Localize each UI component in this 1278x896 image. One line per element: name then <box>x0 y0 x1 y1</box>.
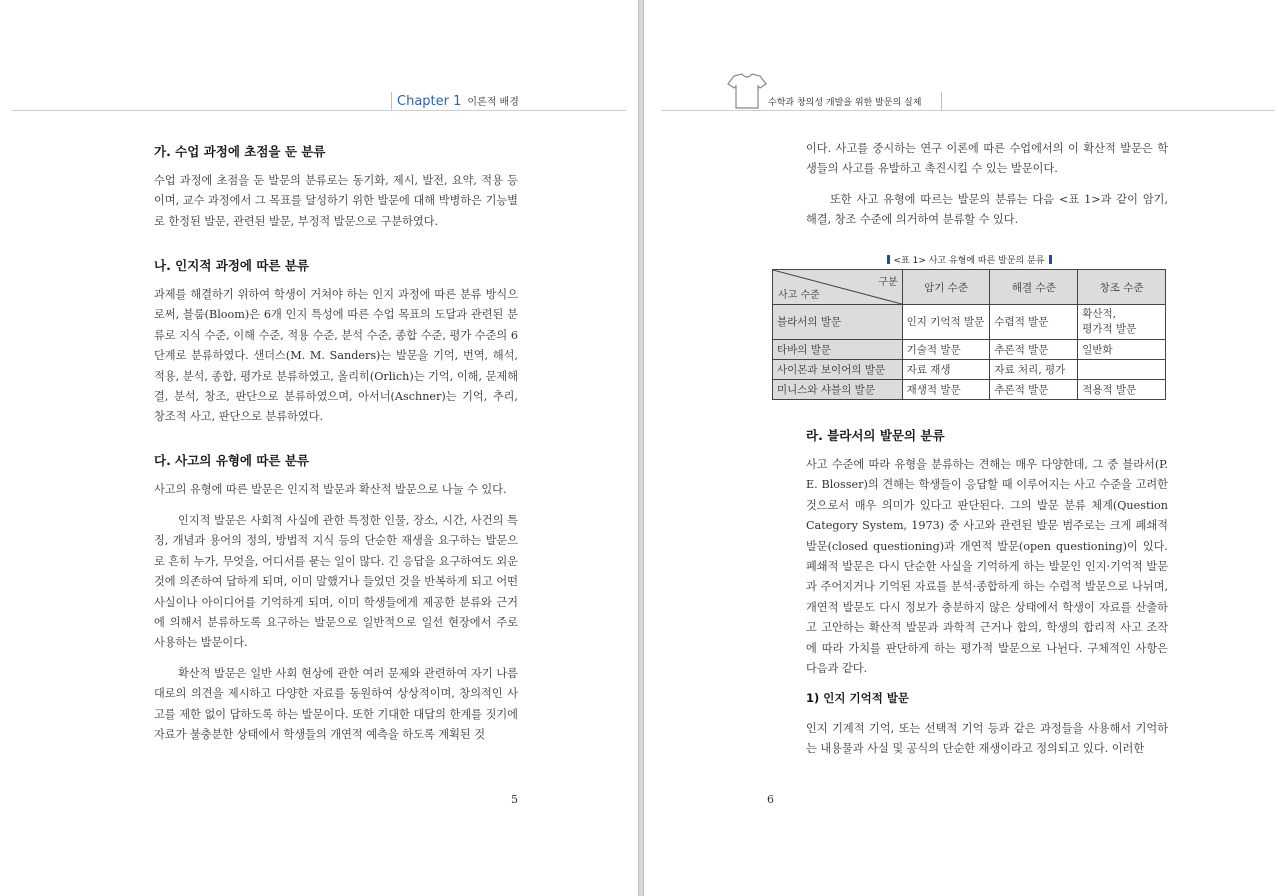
table-cell: 자료 처리, 평가 <box>990 360 1078 380</box>
paragraph: 사고의 유형에 따른 발문은 인지적 발문과 확산적 발문으로 나눌 수 있다. <box>154 483 507 496</box>
paragraph: 사고 수준에 따라 유형을 분류하는 견해는 매우 다양한데, 그 중 블라서(P. E. Blosser)의 견해는 학생들이 응답할 때 이루어지는 사고 수준을 고려한 것으로서 매우 의미가 있다고 판단된다. 그의 발문 분류 체계(Question Category System, 1973) 중 사고와 관련된 발문 범주로는 크게 폐쇄적 발문(closed questioning)과 개연적 발문(open questioning)이 있다. 폐쇄적 발문은 다시 단순한 사실을 기억하게 하는 발문인 인지·기억적 발문과 주어지거나 기억된 자료를 분석·종합하게 하는 수렴적 발문으로 나뉘며, 개연적 발문도 다시 정보가 충분하지 않은 상태에서 학생이 자료를 산출하고 고안하는 확산적 발문과 과학적 근거나 합의, 학생의 합리적 사고 조작에 따라 가치를 판단하게 하는 평가적 발문으로 나뉜다. 구체적인 사항은 다음과 같다. <box>806 458 1168 676</box>
table-cell: 일반화 <box>1078 340 1166 360</box>
table-cell: 적용적 발문 <box>1078 380 1166 400</box>
row-header: 미니스와 샤블의 발문 <box>773 380 903 400</box>
section-heading: 라. 블라서의 발문의 분류 <box>806 428 945 443</box>
subheading: 1) 인지 기억적 발문 <box>806 691 910 705</box>
header-divider <box>391 92 392 110</box>
column-header: 창조 수준 <box>1078 270 1166 305</box>
column-header: 암기 수준 <box>902 270 990 305</box>
shirt-logo-icon <box>726 72 768 112</box>
corner-top-label: 구분 <box>878 277 898 288</box>
table-row <box>773 360 1166 380</box>
table-row <box>773 380 1166 400</box>
paragraph: 또한 사고 유형에 따르는 발문의 분류는 다음 <표 1>과 같이 암기, 해결, 창조 수준에 의거하여 분류할 수 있다. <box>806 193 1168 227</box>
caption-bar-icon <box>887 255 890 264</box>
row-header: 사이몬과 보이어의 발문 <box>773 360 903 380</box>
corner-bottom-label: 사고 수준 <box>778 290 820 301</box>
table-cell: 추론적 발문 <box>990 380 1078 400</box>
paragraph: 이다. 사고를 중시하는 연구 이론에 따른 수업에서의 이 확산적 발문은 학생들의 사고를 유발하고 촉진시킬 수 있는 발문이다. <box>806 142 1168 176</box>
right-page <box>644 0 1278 896</box>
table-cell <box>1078 360 1166 380</box>
table-cell: 자료 재생 <box>902 360 990 380</box>
paragraph: 과제를 해결하기 위하여 학생이 거쳐야 하는 인지 과정에 따른 분류 방식으로써, 블룸(Bloom)은 6개 인지 특성에 따른 수업 목표의 도달과 관련된 분류로 지식 수준, 이해 수준, 적용 수준, 분석 수준, 종합 수준, 평가 수준의 6단계로 분류하였다. 샌더스(M. M. Sanders)는 발문을 기억, 번역, 해석, 적용, 분석, 종합, 평가로 분류하였고, 올리히(Orlich)는 기억, 이해, 문제해결, 분석, 창조, 판단으로 분류하였으며, 아서너(Aschner)는 기억, 추리, 창조적 사고, 판단으로 분류하였다. <box>154 288 518 424</box>
section-heading: 다. 사고의 유형에 따른 분류 <box>154 453 309 468</box>
left-page <box>0 0 638 896</box>
row-header: 블라서의 발문 <box>773 305 903 340</box>
chapter-header <box>397 93 519 109</box>
table-cell: 재생적 발문 <box>902 380 990 400</box>
section-heading: 가. 수업 과정에 초점을 둔 분류 <box>154 144 326 159</box>
paragraph: 확산적 발문은 일반 사회 현상에 관한 여러 문제와 관련하여 자기 나름대로의 의견을 제시하고 다양한 자료를 동원하여 상상적이며, 창의적인 사고를 제한 없이 답하도록 하는 발문이다. 또한 기대한 대답의 한계를 짓기에 자료가 불충분한 상태에서 학생들의 개연적 예측을 하도록 계획된 것 <box>154 667 518 742</box>
paragraph: 인지 기계적 기억, 또는 선택적 기억 등과 같은 과정들을 사용해서 기억하는 내용물과 사실 및 공식의 단순한 재생이라고 정의되고 있다. 이러한 <box>806 722 1168 756</box>
table-caption <box>772 253 1166 266</box>
book-title-header: 수학과 창의성 개발을 위한 발문의 실제 <box>768 98 922 108</box>
classification-table <box>772 269 1166 400</box>
table-cell: 추론적 발문 <box>990 340 1078 360</box>
table-cell: 기술적 발문 <box>902 340 990 360</box>
table-row <box>773 305 1166 340</box>
row-header: 타바의 발문 <box>773 340 903 360</box>
table-cell: 인지 기억적 발문 <box>902 305 990 340</box>
table-corner-cell <box>773 270 903 305</box>
paragraph: 인지적 발문은 사회적 사실에 관한 특정한 인물, 장소, 시간, 사건의 특징, 개념과 용어의 정의, 방법적 지식 등의 단순한 재생을 요구하는 발문으로 흔히 누가, 무엇을, 어디서를 묻는 일이 많다. 긴 응답을 요구하여도 외운 것에 의존하여 답하게 되며, 이미 말했거나 들었던 것을 반복하게 되고 어떤 사실이나 아이디어를 기억하게 되며, 이미 학생들에게 제공한 분류와 근거에 의해서 분류하도록 요구하는 발문으로 일반적으로 일선 현장에서 주로 사용하는 발문이다. <box>154 514 518 650</box>
page-number: 5 <box>511 793 518 806</box>
section-heading: 나. 인지적 과정에 따른 분류 <box>154 258 309 273</box>
column-header: 해결 수준 <box>990 270 1078 305</box>
caption-text: <표 1> 사고 유형에 따른 발문의 분류 <box>893 256 1045 266</box>
chapter-title: 이론적 배경 <box>467 97 519 108</box>
caption-bar-icon <box>1049 255 1052 264</box>
header-rule <box>12 110 626 111</box>
paragraph: 수업 과정에 초점을 둔 발문의 분류로는 동기화, 제시, 발전, 요약, 적용 등이며, 교수 과정에서 그 목표를 달성하기 위한 발문에 대해 박병하은 기능별로 한정된 발문, 관련된 발문, 부정적 발문으로 구분하였다. <box>154 174 518 228</box>
page-number: 6 <box>767 793 774 806</box>
table-cell: 수렴적 발문 <box>990 305 1078 340</box>
chapter-number: Chapter 1 <box>397 94 462 109</box>
table-cell: 확산적, 평가적 발문 <box>1078 305 1166 340</box>
header-divider <box>941 92 942 110</box>
table-row <box>773 340 1166 360</box>
